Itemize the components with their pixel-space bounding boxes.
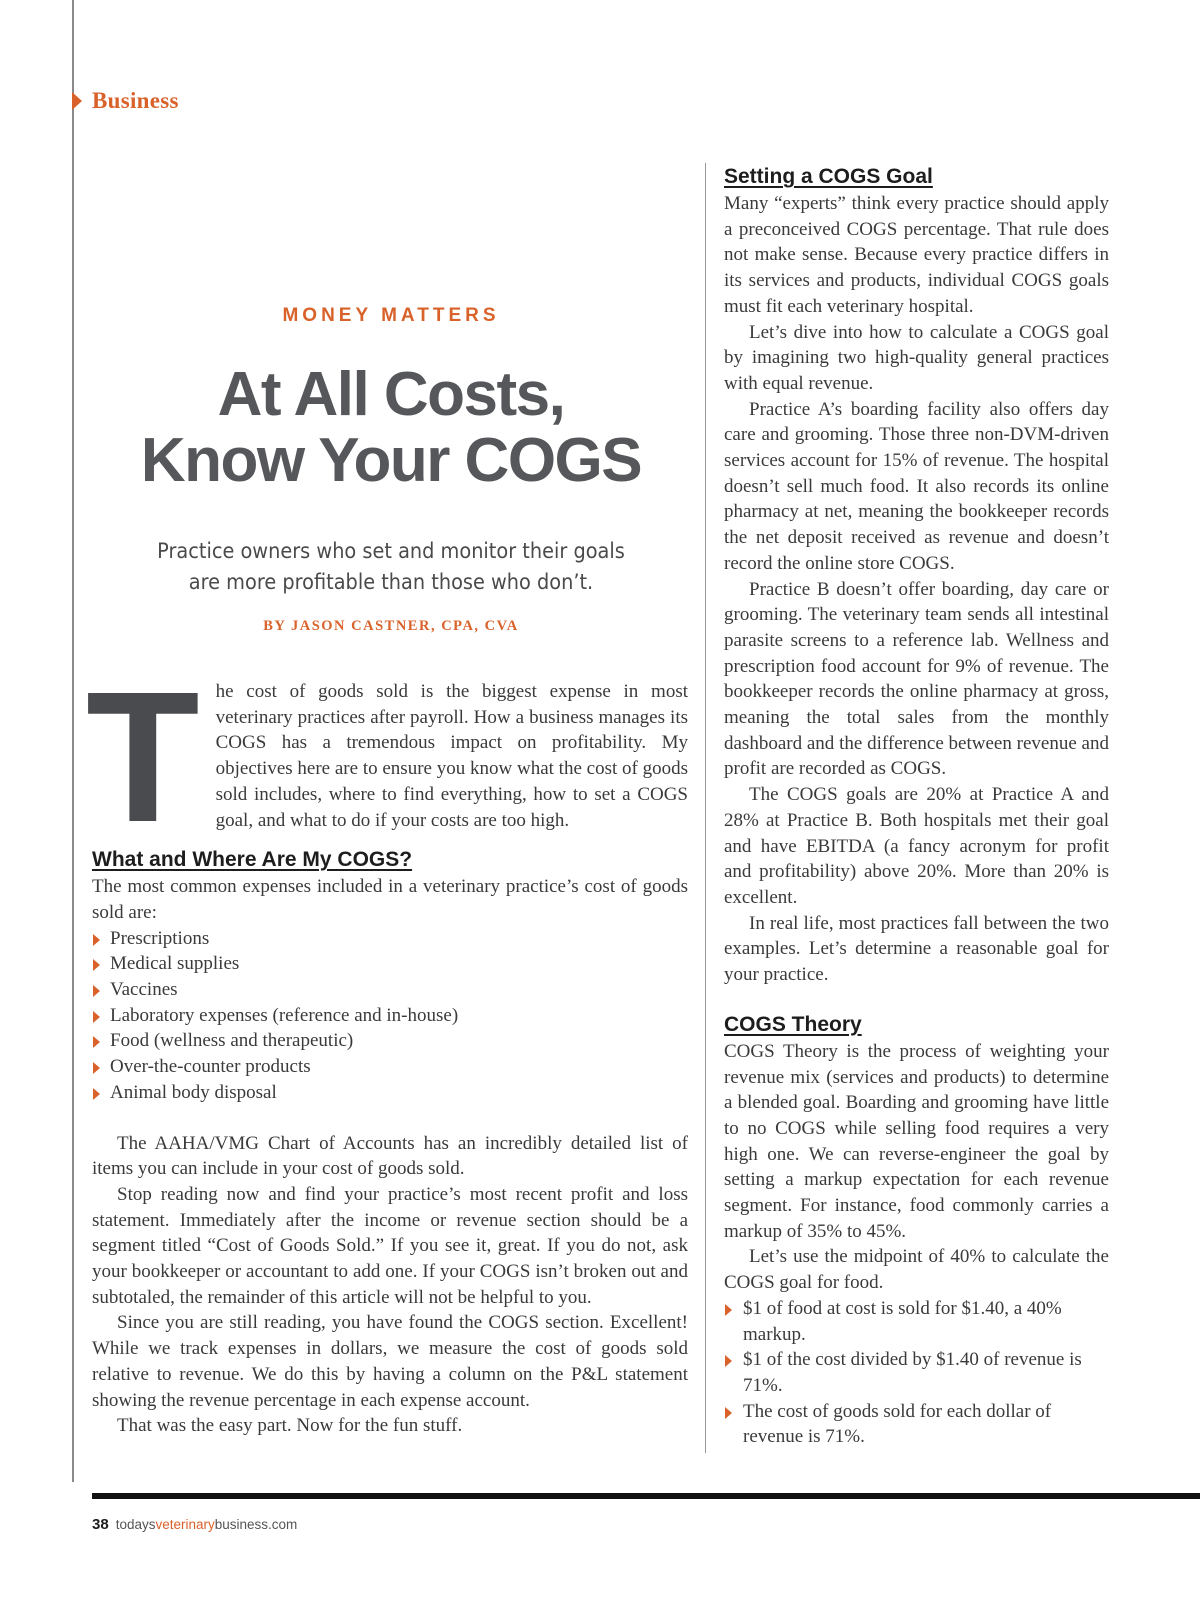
left-column — [86, 654, 688, 1439]
article-title — [92, 362, 690, 494]
paragraph: Let’s use the midpoint of 40% to calculate the COGS goal for food. — [724, 1246, 1109, 1294]
left-margin-rule — [72, 0, 74, 1482]
site-accent: veterinary — [155, 1517, 215, 1532]
paragraph: Practice A’s boarding facility also offers day care and grooming. Those three non-DVM-driven services account for 15% of revenue. The hospital doesn’t sell much food. It also records its online pharmacy at net, meaning the bookkeeper records the net deposit received as revenue and doesn’t record the online store COGS. — [724, 398, 1109, 574]
list-item: Medical supplies — [92, 951, 688, 977]
section-label: Business — [92, 88, 179, 113]
article-byline: BY JASON CASTNER, CPA, CVA — [263, 618, 519, 634]
list-item: Laboratory expenses (reference and in-house) — [92, 1003, 688, 1029]
list-item: Animal body disposal — [92, 1080, 688, 1106]
section-tag — [72, 88, 179, 114]
paragraph: Let’s dive into how to calculate a COGS goal by imagining two high-quality general practices with equal revenue. — [724, 321, 1109, 394]
deck-line-1: Practice owners who set and monitor their goals — [157, 539, 625, 563]
page-number: 38 — [92, 1516, 109, 1533]
subhead-what-and-where: What and Where Are My COGS? — [92, 848, 413, 872]
deck-line-2: are more profitable than those who don’t. — [188, 570, 594, 594]
paragraph: In real life, most practices fall between the two examples. Let’s determine a reasonable goal for your practice. — [724, 912, 1109, 986]
cogs-expense-list — [92, 926, 688, 1106]
spacer — [724, 988, 1109, 1011]
list-item: Vaccines — [92, 977, 688, 1003]
article-title-line-2: Know Your COGS — [140, 426, 642, 495]
list-item: Food (wellness and therapeutic) — [92, 1028, 688, 1054]
paragraph: Since you are still reading, you have found the COGS section. Excellent! While we track expenses in dollars, we measure the cost of goods sold relative to revenue. We do this by having a column on the P&L statement showing the revenue percentage in each expense account. — [92, 1312, 688, 1411]
footer-rule — [92, 1493, 1200, 1499]
list-item: Prescriptions — [92, 926, 688, 952]
column-divider — [705, 163, 706, 1453]
right-column — [724, 163, 1109, 1450]
article-kicker: MONEY MATTERS — [282, 305, 500, 326]
list-item: Over-the-counter products — [92, 1054, 688, 1080]
list-item: The cost of goods sold for each dollar of revenue is 71%. — [724, 1399, 1109, 1450]
article-deck — [116, 536, 666, 598]
spacer — [92, 1106, 688, 1131]
site-suffix: business.com — [214, 1517, 298, 1532]
paragraph: Stop reading now and find your practice’s most recent profit and loss statement. Immediately after the income or revenue section should be a segment titled “Cost of Goods Sold.” If you see it, great. If you do not, ask your bookkeeper or accountant to add one. If your COGS isn’t broken out and subtotaled, the remainder of this article will not be helpful to you. — [92, 1183, 688, 1308]
paragraph: Practice B doesn’t offer boarding, day care or grooming. The veterinary team sends all intestinal parasite screens to a reference lab. Wellness and prescription food account for 9% of revenue. The bookkeeper records the online pharmacy at gross, meaning the total sales from the monthly dashboard and the difference between revenue and profit are recorded as COGS. — [724, 578, 1109, 780]
website-url — [116, 1517, 298, 1532]
paragraph: The most common expenses included in a veterinary practice’s cost of goods sold are: — [92, 876, 688, 923]
paragraph: Many “experts” think every practice should apply a preconceived COGS percentage. That rule does not make sense. Because every practice differs in its services and products, individual COGS goals must fit each veterinary hospital. — [724, 193, 1109, 317]
list-item: $1 of the cost divided by $1.40 of revenue is 71%. — [724, 1347, 1109, 1398]
paragraph: The COGS goals are 20% at Practice A and 28% at Practice B. Both hospitals met their goal and have EBITDA (a fancy acronym for profit and profitability) above 20%. More than 20% is excellent. — [724, 784, 1109, 908]
list-item: $1 of food at cost is sold for $1.40, a 40% markup. — [724, 1296, 1109, 1347]
paragraph: COGS Theory is the process of weighting your revenue mix (services and products) to determine a blended goal. Boarding and grooming have little to no COGS while selling food requires a very high one. We can reverse-engineer the goal by setting a markup expectation for each revenue segment. For instance, food commonly carries a markup of 35% to 45%. — [724, 1040, 1109, 1242]
site-prefix: todays — [115, 1517, 156, 1532]
intro-text: he cost of goods sold is the biggest expense in most veterinary practices after payroll. How a business manages its COGS has a tremendous impact on profitability. My objectives here are to ensure you know what the cost of goods sold includes, where to find everything, how to set a COGS goal, and what to do if your costs are too high. — [215, 681, 688, 831]
paragraph: That was the easy part. Now for the fun stuff. — [117, 1415, 463, 1437]
triangle-bullet-icon — [72, 92, 82, 110]
paragraph: The AAHA/VMG Chart of Accounts has an incredibly detailed list of items you can include in your cost of goods sold. — [92, 1132, 688, 1180]
subhead-setting-goal: Setting a COGS Goal — [724, 165, 933, 188]
food-markup-list — [724, 1296, 1109, 1450]
page-footer — [92, 1516, 297, 1533]
subhead-cogs-theory: COGS Theory — [724, 1012, 862, 1036]
article-title-line-1: At All Costs, — [217, 360, 565, 429]
drop-cap: T — [86, 654, 200, 861]
